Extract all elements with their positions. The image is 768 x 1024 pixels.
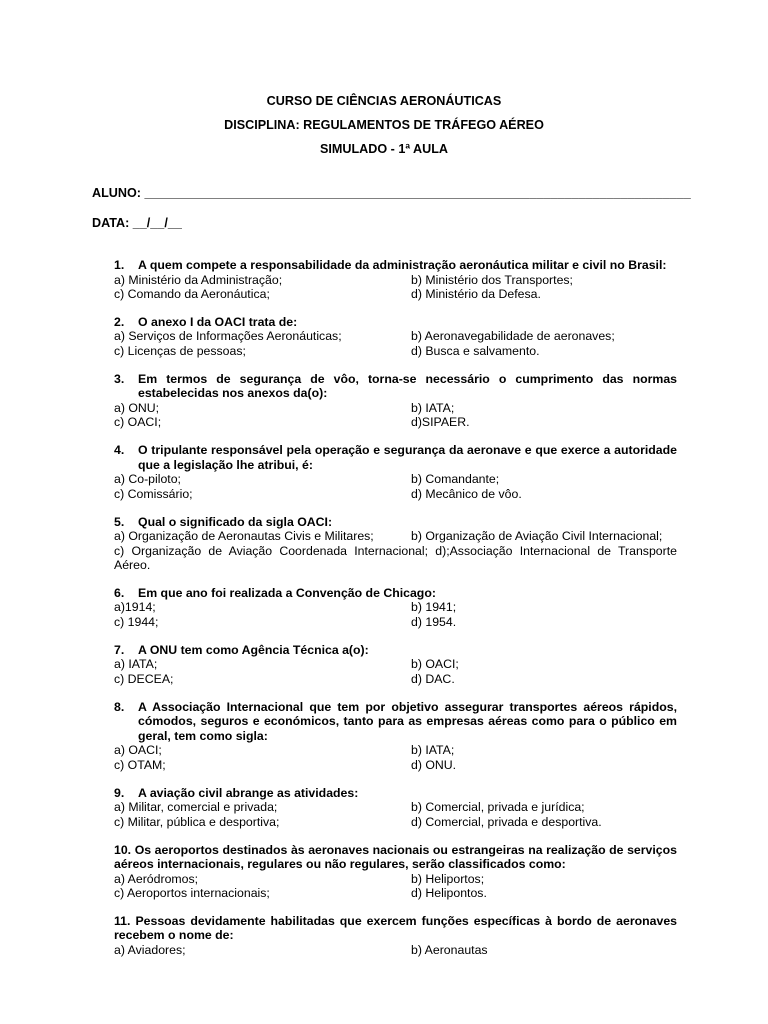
question-number: 5. [114, 514, 125, 529]
answer-option[interactable]: a)1914; [114, 600, 156, 615]
question-item [114, 786, 677, 830]
answer-options [114, 800, 677, 829]
answer-option[interactable]: a) Aviadores; [114, 942, 186, 957]
answer-option[interactable]: c) Militar, pública e desportiva; [114, 814, 280, 829]
answer-options [114, 600, 677, 629]
answer-option[interactable]: d) Helipontos. [411, 886, 487, 901]
question-number: 11. [114, 913, 131, 928]
answer-options [114, 657, 677, 686]
answer-option[interactable]: c) Aeroportos internacionais; [114, 886, 270, 901]
answer-option[interactable]: a) Serviços de Informações Aeronáuticas; [114, 329, 342, 344]
answer-option[interactable]: d) DAC. [411, 671, 455, 686]
answer-option[interactable]: c) Licenças de pessoas; [114, 343, 246, 358]
answer-option[interactable]: b) Comercial, privada e jurídica; [411, 800, 585, 815]
question-title [114, 700, 677, 744]
question-text: A aviação civil abrange as atividades: [138, 785, 359, 800]
answer-option[interactable]: b) Ministério dos Transportes; [411, 272, 573, 287]
question-text: Pessoas devidamente habilitadas que exercem funções específicas à bordo de aeronaves recebem o nome de: [114, 913, 677, 943]
exam-title: SIMULADO - 1ª AULA [319, 142, 449, 156]
question-text: A quem compete a responsabilidade da administração aeronáutica militar e civil no Brasil: [138, 258, 667, 272]
answer-option[interactable]: a) Aeródromos; [114, 871, 199, 886]
answer-option[interactable]: c) Comando da Aeronáutica; [114, 287, 270, 301]
question-text: Os aeroportos destinados às aeronaves nacionais ou estrangeiras na realização de serviços aéreos internacionais, regulares ou não regulares, serão classificados como: [114, 842, 677, 872]
question-text: A ONU tem como Agência Técnica a(o): [138, 642, 369, 657]
question-item [114, 515, 677, 573]
question-text: O anexo I da OACI trata de: [138, 314, 298, 329]
answer-options [114, 872, 677, 901]
question-title [114, 372, 677, 401]
question-item [114, 843, 677, 901]
answer-option[interactable]: c) OACI; [114, 415, 162, 430]
answer-option[interactable]: a) OACI; [114, 743, 162, 758]
answer-options [114, 943, 677, 958]
answer-option[interactable]: d) ONU. [411, 757, 457, 772]
answer-option[interactable]: b) IATA; [411, 400, 455, 415]
question-list [114, 258, 677, 971]
date-field[interactable]: DATA: __/__/__ [92, 216, 182, 230]
answer-options [114, 401, 677, 430]
answer-option-wrapped[interactable]: c) Organização de Aviação Coordenada Internacional; d);Associação Internacional de Transporte Aéreo. [114, 543, 677, 573]
question-text: Qual o significado da sigla OACI: [138, 514, 333, 529]
answer-option[interactable]: c) OTAM; [114, 757, 166, 772]
answer-options [114, 529, 677, 573]
question-title [114, 315, 677, 330]
question-item [114, 643, 677, 687]
answer-option[interactable]: d) 1954. [411, 614, 457, 629]
answer-options [114, 472, 677, 501]
answer-option[interactable]: a) Militar, comercial e privada; [114, 800, 278, 815]
answer-option[interactable]: d)SIPAER. [411, 415, 470, 430]
answer-options [114, 329, 677, 358]
question-item [114, 258, 677, 302]
answer-option[interactable]: b) Aeronavegabilidade de aeronaves; [411, 329, 615, 344]
answer-option[interactable]: c) Comissário; [114, 486, 193, 501]
answer-option[interactable]: d) Mecânico de vôo. [411, 486, 522, 501]
question-title [114, 914, 677, 943]
question-number: 8. [114, 699, 125, 714]
question-title [114, 258, 677, 273]
answer-option[interactable]: a) Co-piloto; [114, 472, 181, 487]
answer-option[interactable]: b) IATA; [411, 743, 455, 758]
question-number: 6. [114, 585, 125, 600]
question-number: 4. [114, 443, 125, 458]
answer-option[interactable]: a) ONU; [114, 400, 160, 415]
answer-option[interactable]: b) 1941; [411, 600, 457, 615]
question-title [114, 843, 677, 872]
answer-option[interactable]: b) Heliportos; [411, 871, 485, 886]
question-number: 3. [114, 371, 125, 386]
answer-option[interactable]: a) IATA; [114, 657, 158, 672]
answer-options [114, 743, 677, 772]
answer-option[interactable]: b) Aeronautas [411, 942, 488, 957]
question-number: 10. [114, 842, 132, 857]
answer-option[interactable]: d) Comercial, privada e desportiva. [411, 814, 602, 829]
document-header [0, 89, 768, 161]
question-number: 2. [114, 314, 125, 329]
question-number: 1. [114, 258, 125, 272]
answer-option[interactable]: b) Organização de Aviação Civil Internacional; [411, 529, 663, 544]
answer-option[interactable]: d) Ministério da Defesa. [411, 287, 541, 301]
question-title [114, 515, 677, 530]
course-title: CURSO DE CIÊNCIAS AERONÁUTICAS [266, 94, 502, 108]
question-item [114, 914, 677, 958]
answer-option[interactable]: a) Organização de Aeronautas Civis e Militares; [114, 529, 374, 544]
answer-option[interactable]: b) Comandante; [411, 472, 500, 487]
question-item [114, 315, 677, 359]
question-number: 9. [114, 785, 125, 800]
question-text: Em termos de segurança de vôo, torna-se necessário o cumprimento das normas estabelecidas nos anexos da(o): [138, 371, 677, 401]
question-text: Em que ano foi realizada a Convenção de Chicago: [138, 585, 436, 600]
student-name-field[interactable]: ALUNO: ______________________________________________________________________________ [92, 186, 691, 200]
discipline-title: DISCIPLINA: REGULAMENTOS DE TRÁFEGO AÉREO [224, 118, 544, 132]
answer-option[interactable]: d) Busca e salvamento. [411, 343, 540, 358]
question-title [114, 786, 677, 801]
answer-options [114, 273, 677, 302]
question-item [114, 586, 677, 630]
question-item [114, 372, 677, 430]
question-item [114, 443, 677, 501]
answer-option[interactable]: c) 1944; [114, 614, 159, 629]
question-title [114, 643, 677, 658]
question-item [114, 700, 677, 773]
question-number: 7. [114, 642, 125, 657]
answer-option[interactable]: a) Ministério da Administração; [114, 272, 283, 287]
question-text: O tripulante responsável pela operação e segurança da aeronave e que exerce a autoridade que a legislação lhe atribui, é: [138, 443, 677, 472]
answer-option[interactable]: b) OACI; [411, 657, 459, 672]
question-title [114, 443, 677, 472]
answer-option[interactable]: c) DECEA; [114, 671, 174, 686]
question-title [114, 586, 677, 601]
question-text: A Associação Internacional que tem por objetivo assegurar transportes aéreos rápidos, cómodos, seguros e económicos, tanto para as empresas aéreas como para o público em geral, tem como sigla: [138, 699, 677, 743]
